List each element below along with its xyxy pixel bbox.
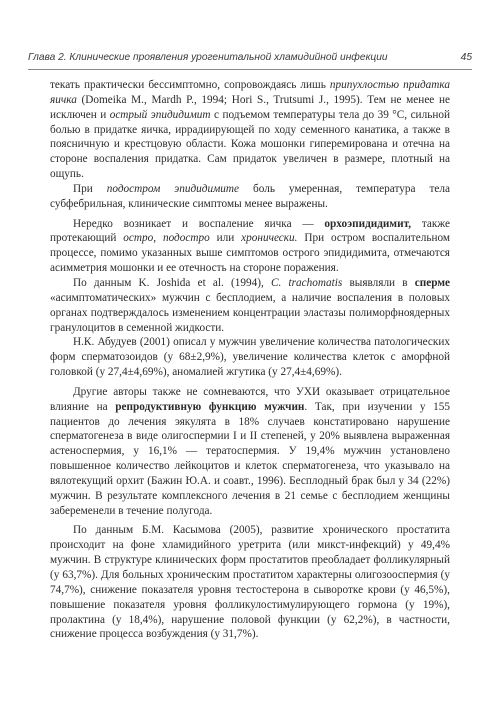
text-run: боль умеренная, температура тела субфебрильная, клинические симптомы менее выражены. <box>50 182 450 210</box>
running-header <box>28 52 472 68</box>
text-run: с подъемом температуры тела до 39 °C, сильной болью в придатке яичка, иррадиирующей по ходу семенного канатика, а также в поясничную и крестцовую области. Кожа мошонки гиперемирована и отечна на стороне воспаления придатка. Сам придаток увеличен в размере, плотный на ощупь. <box>50 108 450 181</box>
page-number: 45 <box>460 52 472 63</box>
paragraph-6 <box>50 385 450 519</box>
text-run: или <box>209 232 242 245</box>
text-run: Н.К. Абудуев (2001) описал у мужчин увеличение количества патологических форм сперматозоидов (у 68±2,9%), увеличение количества клеток с аморфной головкой (у 27,4±4,69%), аномалией жгутика (у 27,4±4,69%). <box>50 336 450 379</box>
paragraph-3 <box>50 217 450 276</box>
italic-term: острый эпидидимит <box>109 108 211 121</box>
text-run: При остром воспалительном процессе, помимо указанных выше симптомов острого эпидидимита, отмечаются асимметрия мошонки и ее отечность на стороне поражения. <box>50 232 451 275</box>
text-run: Другие авторы также не сомневаются, что УХИ оказывает отрицательное влияние на <box>50 385 450 413</box>
paragraph-4 <box>50 276 450 335</box>
text-run: также протекающий <box>50 217 450 245</box>
paragraph-2 <box>50 182 450 212</box>
italic-term: подостром эпидидимите <box>106 182 240 195</box>
italic-term: остро, подостро <box>123 232 210 245</box>
bold-term: сперме <box>414 276 450 289</box>
body-text <box>50 78 450 642</box>
text-run: Нередко возникает и воспаление яичка — <box>73 217 325 230</box>
italic-term: C. trachomatis <box>271 276 343 289</box>
text-run: выявляли в <box>342 276 415 289</box>
text-run: «асимптоматических» мужчин с бесплодием, а наличие воспаления в половых органах подтверждалось изменением концентрации эластазы полиморфноядерных гранулоцитов в семенной жидкости. <box>50 291 450 334</box>
bold-term: репродуктивную функцию мужчин <box>115 400 305 413</box>
text-run: По данным Б.М. Касымова (2005), развитие хронического простатита происходит на фоне хламидийного уретрита (или микст-инфекций) у 49,4% мужчин. В структуре клинических форм простатитов преобладает фолликулярный (у 63,7%). Для больных хроническим простатитом характерны олигозооспермия (у 74,7%), снижение показателя уровня тестостерона в сыворотке крови (у 46,5%), повышение показателя уровня фолликулостимулирующего гормона (у 19%), пролактина (у 18,4%), нарушение половой функции (у 62,2%), в частности, снижение процесса возбуждения (у 31,7%). <box>50 524 450 641</box>
chapter-title: Глава 2. Клинические проявления урогенитальной хламидийной инфекции <box>28 52 388 63</box>
text-run: По данным K. Joshida et al. (1994), <box>73 276 272 289</box>
italic-term: хронически. <box>241 232 298 245</box>
paragraph-7 <box>50 523 450 642</box>
header-rule <box>28 69 472 70</box>
text-run: текать практически бессимптомно, сопровождаясь лишь <box>50 79 330 91</box>
text-run: При <box>73 182 107 195</box>
bold-term: орхоэпидидимит, <box>324 217 412 230</box>
text-run: . Так, при изучении у 155 пациентов до лечения эякулята в 18% случаев констатировано нарушение сперматогенеза в виде олигоспермии I и II степеней, у 20% выявлена выраженная астеноспермия, у 16,1% — тератоспермия. У 19,4% мужчин установлено повышенное количество лейкоцитов и клеток сперматогенеза, что указывало на вялотекущий орхит (Бажин Ю.А. и соавт., 1996). Бесплодный брак был у 34 (22%) мужчин. В результате комплексного лечения в 21 семье с бесплодием женщины забеременели в течение полугода. <box>50 400 450 517</box>
paragraph-5 <box>50 335 450 380</box>
paragraph-1 <box>50 78 450 182</box>
italic-term: припухлостью придатка яичка <box>50 79 450 106</box>
text-run: (Domeika M., Mardh P., 1994; Hori S., Trutsumi J., 1995). Тем не менее не исключен и <box>50 93 450 121</box>
